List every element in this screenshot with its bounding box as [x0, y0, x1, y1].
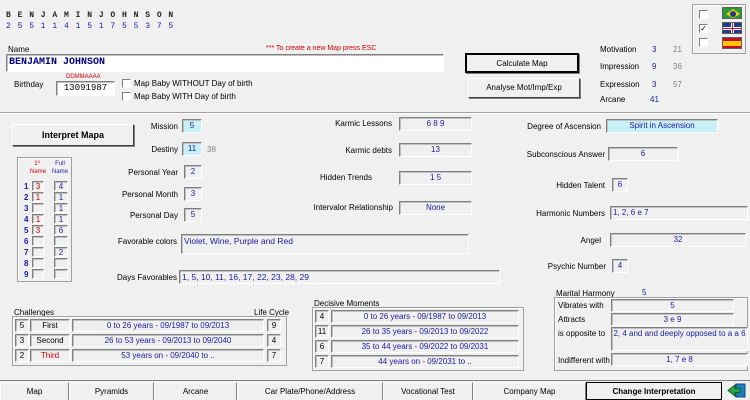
- language-checkbox-spanish[interactable]: [699, 38, 708, 47]
- hidden-trends-value: 1 5: [399, 171, 472, 185]
- name-number-index: 8: [24, 259, 29, 268]
- full-name-count: 6: [54, 225, 68, 235]
- decisive-moment-number: 11: [315, 325, 329, 338]
- challenge-number: 3: [15, 334, 29, 347]
- personal-year-label: Personal Year: [128, 168, 178, 177]
- karmic-lessons-label: Karmic Lessons: [335, 119, 392, 128]
- arcane-label: Arcane: [600, 95, 626, 104]
- language-checkbox-portuguese[interactable]: [699, 10, 708, 19]
- motivation-value: 3: [652, 45, 657, 54]
- harmonic-value: 1, 2, 6 e 7: [610, 206, 748, 220]
- marital-harmony-title: Marital Harmony: [556, 289, 615, 298]
- karmic-debts-label: Karmic debts: [345, 146, 392, 155]
- ascension-label: Degree of Ascension: [527, 122, 601, 131]
- expression-label: Expression: [600, 80, 640, 89]
- tab-company-map[interactable]: Company Map: [473, 382, 586, 400]
- baby-without-day-checkbox[interactable]: [122, 79, 131, 88]
- birthday-input[interactable]: 13091987: [56, 81, 115, 96]
- header-name-letters: B E N J A M I N J O H N S O N: [6, 11, 175, 20]
- vibrates-value: 5: [611, 299, 734, 312]
- psychic-value: 4: [612, 259, 628, 273]
- name-label: Name: [8, 45, 30, 54]
- motivation-alt-value: 21: [673, 45, 682, 54]
- first-name-column-header: 1º Name: [30, 161, 47, 175]
- decisive-moments-title: Decisive Moments: [314, 299, 380, 308]
- name-number-index: 2: [24, 193, 29, 202]
- karmic-debts-value: 13: [399, 143, 472, 157]
- tab-change-interpretation[interactable]: Change Interpretation: [586, 382, 722, 400]
- birthday-label: Birthday: [14, 80, 44, 89]
- expression-value: 3: [652, 80, 657, 89]
- name-number-index: 7: [24, 248, 29, 257]
- name-number-index: 3: [24, 204, 29, 213]
- favorable-days-value: 1, 5, 10, 11, 16, 17, 22, 23, 28, 29: [179, 270, 500, 284]
- challenge-name: Second: [30, 334, 70, 347]
- opposite-value: 2, 4 and and deeply opposed to a a 6: [611, 327, 748, 351]
- name-number-index: 4: [24, 215, 29, 224]
- favorable-colors-value: Violet, Wine, Purple and Red: [181, 234, 469, 254]
- life-cycle-value: 9: [267, 319, 281, 332]
- subconscious-label: Subconscious Answer: [526, 150, 605, 159]
- first-name-count: 3: [32, 181, 44, 191]
- life-cycle-value: 7: [267, 349, 281, 362]
- intervalor-label: Intervalor Relationship: [313, 203, 393, 212]
- baby-without-day-label: Map Baby WITHOUT Day of birth: [134, 79, 253, 88]
- impression-label: Impression: [600, 62, 640, 71]
- personal-day-value: 5: [184, 208, 202, 222]
- hidden-talent-label: Hidden Talent: [556, 181, 605, 190]
- section-divider: [0, 112, 750, 114]
- full-name-count: [54, 236, 68, 246]
- full-name-count: 1: [54, 214, 68, 224]
- angel-label: Angel: [580, 236, 601, 245]
- tab-pyramids[interactable]: Pyramids: [69, 382, 154, 400]
- first-name-count: [32, 236, 44, 246]
- full-name-count: 2: [54, 247, 68, 257]
- decisive-moment-period: 0 to 26 years - 09/1987 to 09/2013: [331, 310, 519, 323]
- full-name-count: [54, 258, 68, 268]
- name-input[interactable]: BENJAMIN JOHNSON: [6, 54, 444, 72]
- expression-alt-value: 57: [673, 80, 682, 89]
- full-name-count: 1: [54, 203, 68, 213]
- destiny-alt-value: 38: [207, 145, 216, 154]
- interpret-map-button[interactable]: Interpret Mapa: [12, 124, 134, 146]
- first-name-count: 1: [32, 214, 44, 224]
- personal-month-label: Personal Month: [121, 190, 178, 199]
- tab-vocational-test[interactable]: Vocational Test: [383, 382, 473, 400]
- exit-arrow-icon[interactable]: [727, 383, 747, 398]
- name-number-index: 9: [24, 270, 29, 279]
- challenges-title: Challenges: [14, 308, 55, 317]
- header-name-numbers: 2 5 5 1 1 4 1 5 1 7 5 5 3 7 5: [6, 22, 175, 31]
- decisive-moment-period: 44 years on - 09/2031 to ..: [331, 355, 519, 368]
- mission-value: 5: [182, 119, 202, 133]
- spain-flag-icon[interactable]: [722, 37, 742, 49]
- first-name-count: [32, 247, 44, 257]
- decisive-moment-number: 4: [315, 310, 329, 323]
- challenge-number: 5: [15, 319, 29, 332]
- language-checkbox-english[interactable]: ✓: [700, 24, 707, 33]
- life-cycle-value: 4: [267, 334, 281, 347]
- challenge-period: 0 to 26 years - 09/1987 to 09/2013: [72, 319, 264, 332]
- first-name-count: 1: [32, 192, 44, 202]
- full-name-count: 1: [54, 192, 68, 202]
- first-name-count: [32, 203, 44, 213]
- mission-label: Mission: [150, 122, 178, 131]
- full-name-count: [54, 269, 68, 279]
- psychic-label: Psychic Number: [547, 262, 606, 271]
- hidden-trends-label: Hidden Trends: [319, 173, 372, 182]
- challenge-period: 53 years on - 09/2040 to ..: [72, 349, 264, 362]
- full-name-count: 4: [54, 181, 68, 191]
- opposite-label: is opposite to: [558, 329, 606, 338]
- harmonic-label: Harmonic Numbers: [536, 209, 605, 218]
- challenge-name: Third: [30, 349, 70, 362]
- tab-arcane[interactable]: Arcane: [154, 382, 237, 400]
- baby-with-day-checkbox[interactable]: [122, 92, 131, 101]
- favorable-days-label: Days Favorables: [116, 273, 177, 282]
- baby-with-day-label: Map Baby WITH Day of birth: [134, 92, 236, 101]
- first-name-count: [32, 269, 44, 279]
- name-number-index: 6: [24, 237, 29, 246]
- uk-flag-icon[interactable]: [722, 22, 742, 34]
- decisive-moment-period: 35 to 44 years - 09/2022 to 09/2031: [331, 340, 519, 353]
- intervalor-value: None: [399, 201, 472, 215]
- tab-map[interactable]: Map: [0, 382, 69, 400]
- decisive-moment-period: 26 to 35 years - 09/2013 to 09/2022: [331, 325, 519, 338]
- arcane-value: 41: [650, 95, 659, 104]
- impression-value: 9: [652, 62, 657, 71]
- life-cycle-title: Life Cycle: [254, 308, 290, 317]
- hidden-talent-value: 6: [612, 178, 628, 192]
- personal-year-value: 2: [184, 165, 202, 179]
- challenge-period: 26 to 53 years - 09/2013 to 09/2040: [72, 334, 264, 347]
- decisive-moment-number: 7: [315, 355, 329, 368]
- first-name-count: 3: [32, 225, 44, 235]
- attracts-label: Attracts: [558, 315, 586, 324]
- challenge-name: First: [30, 319, 70, 332]
- name-number-index: 5: [24, 226, 29, 235]
- personal-month-value: 3: [184, 187, 202, 201]
- decisive-moment-number: 6: [315, 340, 329, 353]
- destiny-label: Destiny: [151, 145, 178, 154]
- first-name-count: [32, 258, 44, 268]
- indifferent-value: 1, 7 e 8: [611, 353, 748, 366]
- attracts-value: 3 e 9: [611, 313, 734, 326]
- ascension-value: Spirit in Ascension: [606, 119, 718, 133]
- karmic-lessons-value: 6 8 9: [399, 117, 472, 131]
- personal-day-label: Personal Day: [129, 211, 178, 220]
- motivation-label: Motivation: [600, 45, 637, 54]
- name-number-index: 1: [24, 182, 29, 191]
- brazil-flag-icon[interactable]: [722, 7, 742, 19]
- vibrates-label: Vibrates with: [558, 301, 604, 310]
- impression-alt-value: 36: [673, 62, 682, 71]
- favorable-colors-label: Favorable colors: [117, 237, 177, 246]
- full-name-column-header: Full Name: [52, 161, 69, 175]
- analyse-button[interactable]: Analyse Mot/Imp/Exp: [468, 78, 580, 98]
- indifferent-label: Indifferent with: [558, 356, 610, 365]
- esc-hint: *** To create a new Map press ESC: [266, 45, 377, 52]
- tab-car-plate-phone-address[interactable]: Car Plate/Phone/Address: [237, 382, 383, 400]
- birthday-format-hint: DDMMAAAA: [66, 74, 101, 80]
- subconscious-value: 6: [608, 147, 678, 161]
- angel-value: 32: [610, 233, 746, 247]
- calculate-map-button[interactable]: Calculate Map: [465, 53, 579, 73]
- challenge-number: 2: [15, 349, 29, 362]
- marital-harmony-value: 5: [642, 288, 647, 297]
- destiny-value: 11: [182, 142, 202, 156]
